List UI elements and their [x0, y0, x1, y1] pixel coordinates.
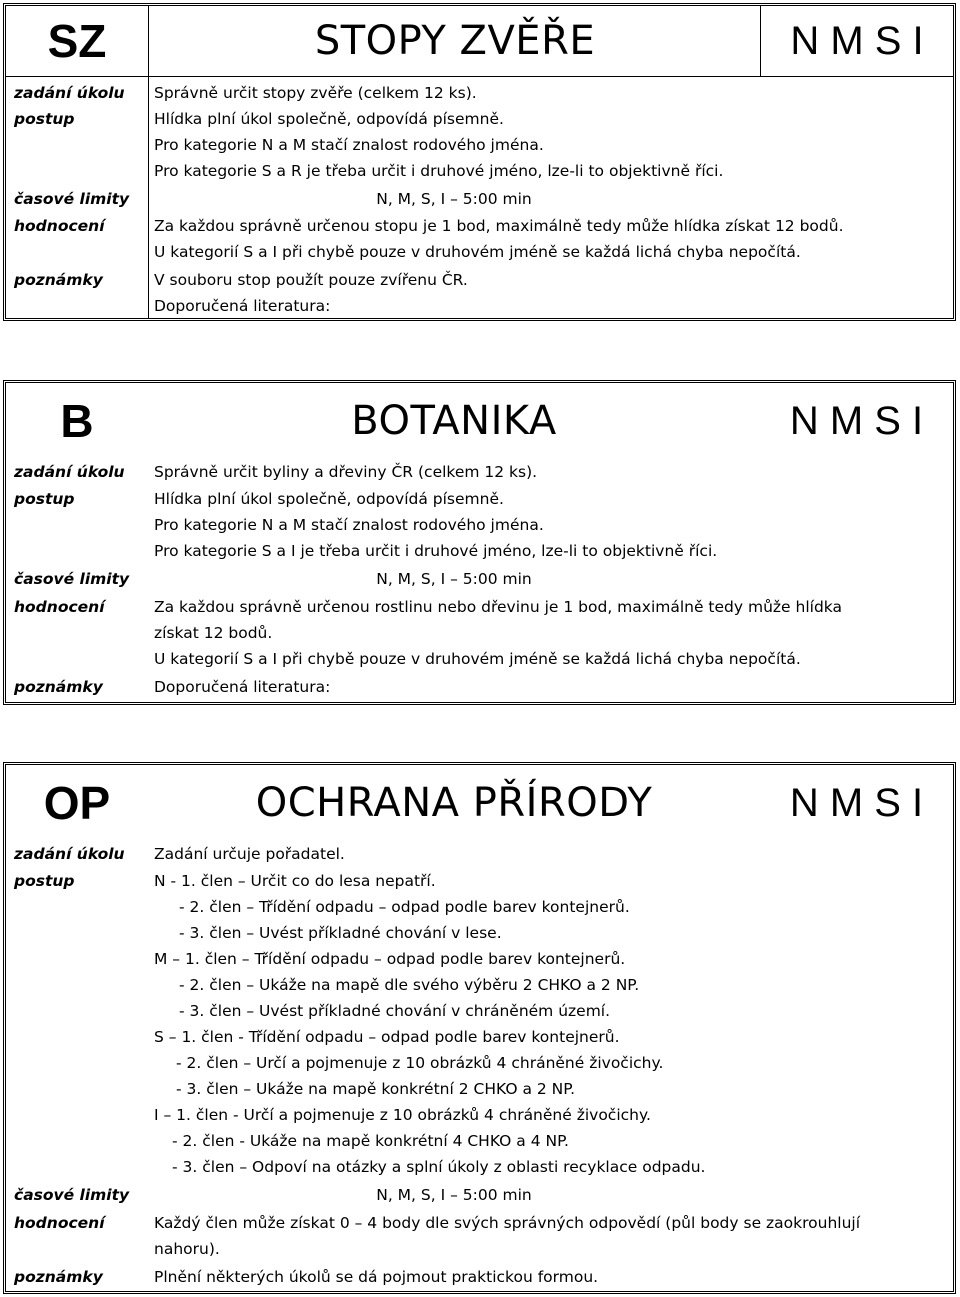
scoring-line: získat 12 bodů.: [154, 624, 273, 642]
label-procedure: postup: [14, 490, 75, 508]
procedure-line: M – 1. člen – Třídění odpadu – odpad podle barev kontejnerů.: [154, 950, 626, 968]
label-task: zadání úkolu: [14, 84, 125, 102]
label-notes: poznámky: [14, 271, 103, 289]
task-line: Zadání určuje pořadatel.: [154, 845, 345, 863]
section-code: SZ: [47, 15, 107, 67]
label-scoring: hodnocení: [14, 217, 105, 235]
procedure-line: - 3. člen – Ukáže na mapě konkrétní 2 CHKO a 2 NP.: [176, 1080, 576, 1098]
procedure-line: Hlídka plní úkol společně, odpovídá písemně.: [154, 490, 504, 508]
procedure-line: - 2. člen – Třídění odpadu – odpad podle barev kontejnerů.: [179, 898, 630, 916]
scoring-line: Za každou správně určenou stopu je 1 bod, maximálně tedy může hlídka získat 12 bodů.: [154, 217, 844, 235]
scoring-line: nahoru).: [154, 1240, 220, 1258]
section-categories: N M S I: [789, 398, 924, 443]
section-categories: N M S I: [760, 6, 953, 76]
notes-line: Doporučená literatura:: [154, 297, 331, 315]
time-limit: N, M, S, I – 5:00 min: [376, 570, 532, 588]
notes-line: Doporučená literatura:: [154, 678, 331, 696]
label-scoring: hodnocení: [14, 598, 105, 616]
label-time: časové limity: [14, 190, 130, 208]
section-stopy-zvere: [3, 3, 956, 321]
procedure-line: - 3. člen – Odpoví na otázky a splní úkoly z oblasti recyklace odpadu.: [172, 1158, 706, 1176]
procedure-line: S – 1. člen - Třídění odpadu – odpad podle barev kontejnerů.: [154, 1028, 620, 1046]
section-ochrana-prirody: [3, 762, 956, 1294]
procedure-line: - 2. člen - Ukáže na mapě konkrétní 4 CHKO a 4 NP.: [172, 1132, 569, 1150]
label-scoring: hodnocení: [14, 1214, 105, 1232]
scoring-line: Za každou správně určenou rostlinu nebo dřevinu je 1 bod, maximálně tedy může hlídka: [154, 598, 842, 616]
label-task: zadání úkolu: [14, 463, 125, 481]
label-notes: poznámky: [14, 1268, 103, 1286]
notes-line: Plnění některých úkolů se dá pojmout praktickou formou.: [154, 1268, 599, 1286]
section-header: [6, 765, 953, 841]
procedure-line: - 3. člen – Uvést příkladné chování v chráněném území.: [179, 1002, 611, 1020]
label-procedure: postup: [14, 872, 75, 890]
procedure-line: Pro kategorie S a R je třeba určit i druhové jméno, lze-li to objektivně říci.: [154, 162, 724, 180]
label-time: časové limity: [14, 1186, 130, 1204]
task-line: Správně určit byliny a dřeviny ČR (celkem 12 ks).: [154, 463, 538, 481]
section-botanika: [3, 380, 956, 705]
section-code: B: [60, 395, 94, 447]
procedure-line: Pro kategorie S a I je třeba určit i druhové jméno, lze-li to objektivně říci.: [154, 542, 718, 560]
procedure-line: - 3. člen – Uvést příkladné chování v lese.: [179, 924, 502, 942]
procedure-line: - 2. člen – Určí a pojmenuje z 10 obrázků 4 chráněné živočichy.: [176, 1054, 664, 1072]
section-header: [6, 6, 953, 77]
task-line: Správně určit stopy zvěře (celkem 12 ks).: [154, 84, 477, 102]
time-limit: N, M, S, I – 5:00 min: [376, 1186, 532, 1204]
procedure-line: - 2. člen – Ukáže na mapě dle svého výběru 2 CHKO a 2 NP.: [179, 976, 640, 994]
scoring-line: U kategorií S a I při chybě pouze v druhovém jméně se každá lichá chyba nepočítá.: [154, 650, 801, 668]
time-limit: N, M, S, I – 5:00 min: [376, 190, 532, 208]
section-title: STOPY ZVĚŘE: [148, 6, 761, 76]
procedure-line: Pro kategorie N a M stačí znalost rodového jména.: [154, 516, 544, 534]
scoring-line: U kategorií S a I při chybě pouze v druhovém jméně se každá lichá chyba nepočítá.: [154, 243, 801, 261]
notes-line: V souboru stop použít pouze zvířenu ČR.: [154, 271, 468, 289]
label-procedure: postup: [14, 110, 75, 128]
section-title: OCHRANA PŘÍRODY: [255, 780, 653, 826]
procedure-line: Pro kategorie N a M stačí znalost rodového jména.: [154, 136, 544, 154]
scoring-line: Každý člen může získat 0 – 4 body dle svých správných odpovědí (půl body se zaokrouhlují: [154, 1214, 861, 1232]
label-notes: poznámky: [14, 678, 103, 696]
procedure-line: N - 1. člen – Určit co do lesa nepatří.: [154, 872, 436, 890]
label-task: zadání úkolu: [14, 845, 125, 863]
section-header: [6, 383, 953, 459]
procedure-line: I – 1. člen - Určí a pojmenuje z 10 obrázků 4 chráněné živočichy.: [154, 1106, 651, 1124]
label-time: časové limity: [14, 570, 130, 588]
procedure-line: Hlídka plní úkol společně, odpovídá písemně.: [154, 110, 504, 128]
section-code: OP: [43, 777, 111, 829]
section-categories: N M S I: [789, 780, 924, 825]
section-title: BOTANIKA: [351, 398, 557, 444]
